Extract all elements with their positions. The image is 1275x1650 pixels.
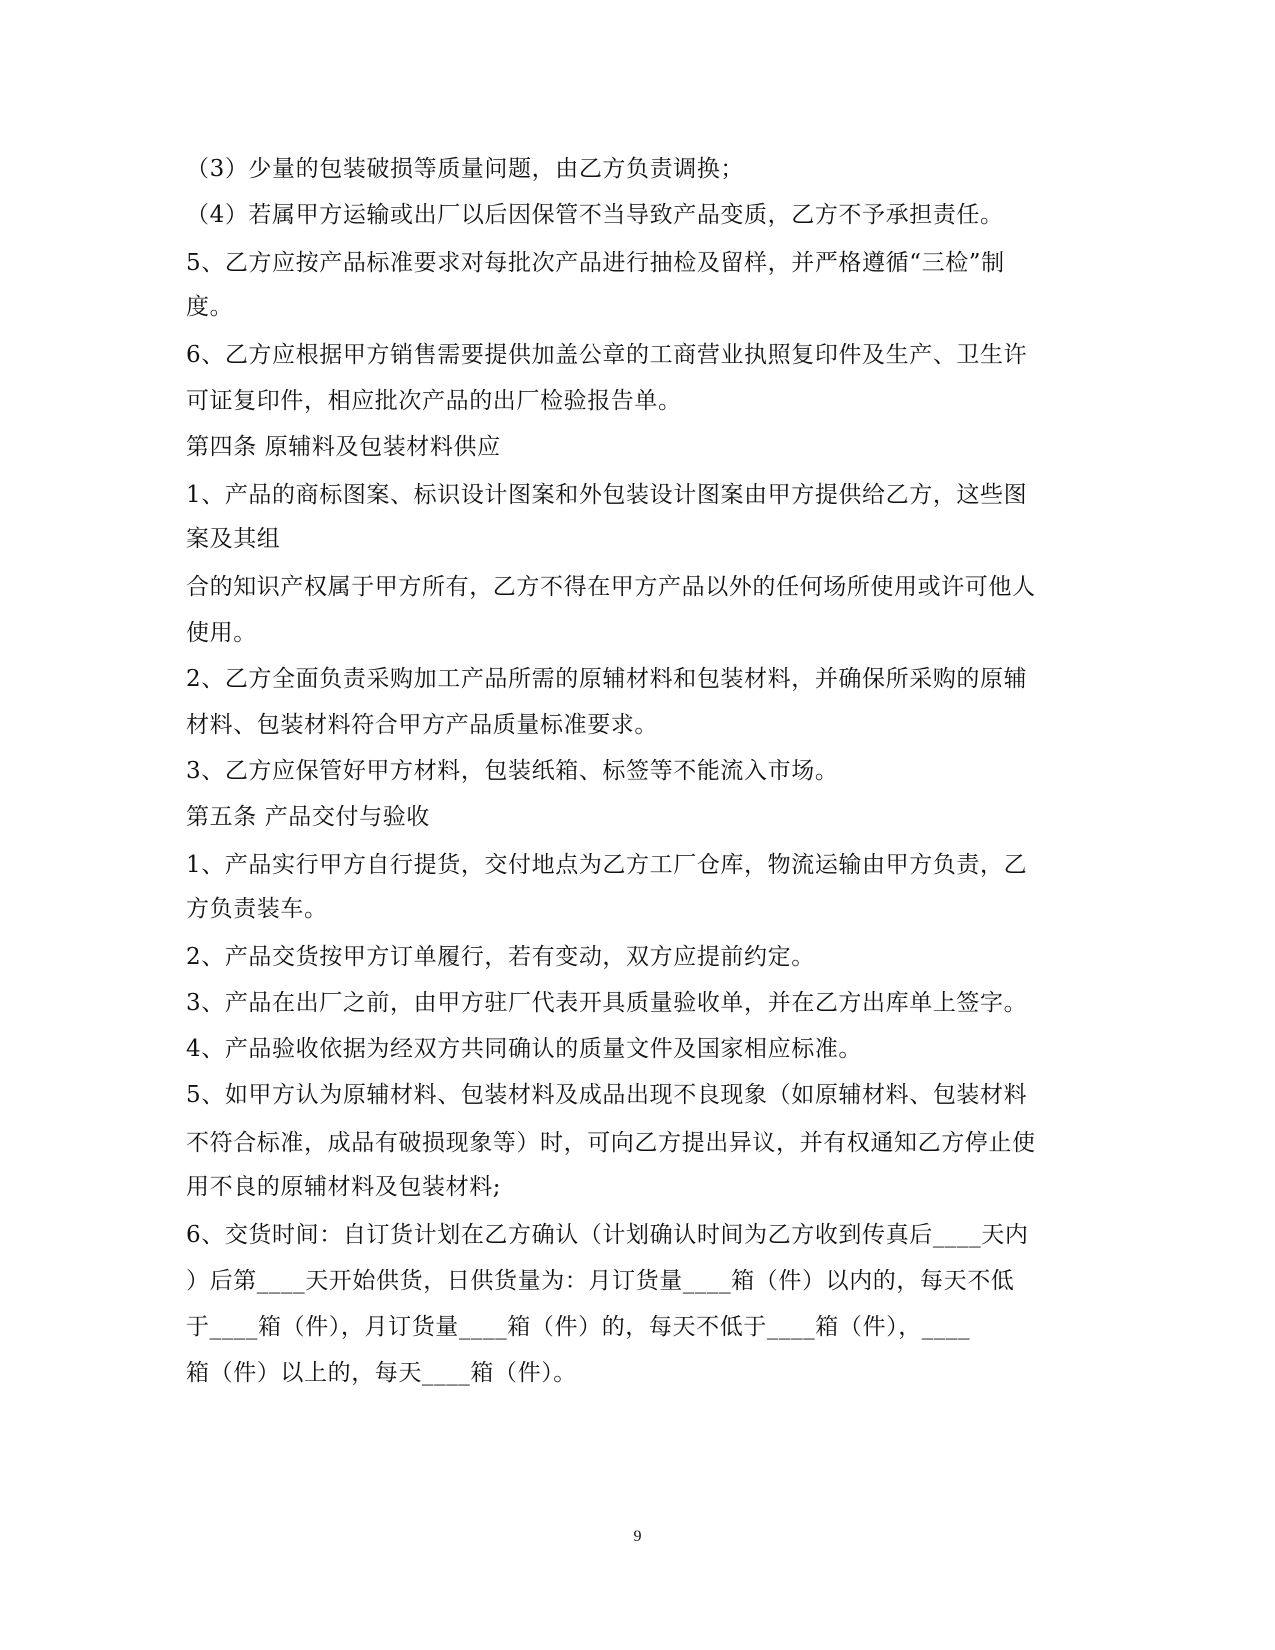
text-line: 1、产品实行甲方自行提货，交付地点为乙方工厂仓库，物流运输由甲方负责，乙 [186,852,1028,878]
text-line: （4）若属甲方运输或出厂以后因保管不当导致产品变质，乙方不予承担责任。 [186,202,1004,228]
text-line: 第五条 产品交付与验收 [186,804,430,830]
text-line: 3、产品在出厂之前，由甲方驻厂代表开具质量验收单，并在乙方出库单上签字。 [186,990,1028,1016]
text-line: 6、交货时间：自订货计划在乙方确认（计划确认时间为乙方收到传真后____天内 [186,1222,1029,1248]
text-line: 不符合标准，成品有破损现象等）时，可向乙方提出异议，并有权通知乙方停止使 [186,1130,1036,1156]
page-number: 9 [633,1528,642,1545]
text-line: 第四条 原辅料及包装材料供应 [186,434,501,460]
text-line: 可证复印件，相应批次产品的出厂检验报告单。 [186,388,682,414]
text-line: 方负责装车。 [186,896,328,922]
text-line: 6、乙方应根据甲方销售需要提供加盖公章的工商营业执照复印件及生产、卫生许 [186,342,1028,368]
text-line: 3、乙方应保管好甲方材料，包装纸箱、标签等不能流入市场。 [186,758,839,784]
text-line: 5、如甲方认为原辅材料、包装材料及成品出现不良现象（如原辅材料、包装材料 [186,1082,1028,1108]
text-line: 2、乙方全面负责采购加工产品所需的原辅材料和包装材料，并确保所采购的原辅 [186,666,1028,692]
text-line: 4、产品验收依据为经双方共同确认的质量文件及国家相应标准。 [186,1036,863,1062]
text-line: 材料、包装材料符合甲方产品质量标准要求。 [186,712,658,738]
text-line: 合的知识产权属于甲方所有，乙方不得在甲方产品以外的任何场所使用或许可他人 [186,574,1036,600]
text-line: 箱（件）以上的，每天____箱（件）。 [186,1360,577,1386]
text-line: 使用。 [186,620,257,646]
text-line: 1、产品的商标图案、标识设计图案和外包装设计图案由甲方提供给乙方，这些图 [186,482,1028,508]
text-line: 度。 [186,294,234,320]
text-line: 于____箱（件），月订货量____箱（件）的，每天不低于____箱（件），____ [186,1314,971,1340]
text-line: 2、产品交货按甲方订单履行，若有变动，双方应提前约定。 [186,944,815,970]
text-line: 案及其组 [186,526,281,552]
text-line: （3）少量的包装破损等质量问题，由乙方负责调换； [186,156,745,182]
text-line: ）后第____天开始供货，日供货量为：月订货量____箱（件）以内的，每天不低 [186,1268,1015,1294]
text-line: 用不良的原辅材料及包装材料; [186,1174,502,1200]
text-line: 5、乙方应按产品标准要求对每批次产品进行抽检及留样，并严格遵循“三检”制 [186,250,1005,276]
